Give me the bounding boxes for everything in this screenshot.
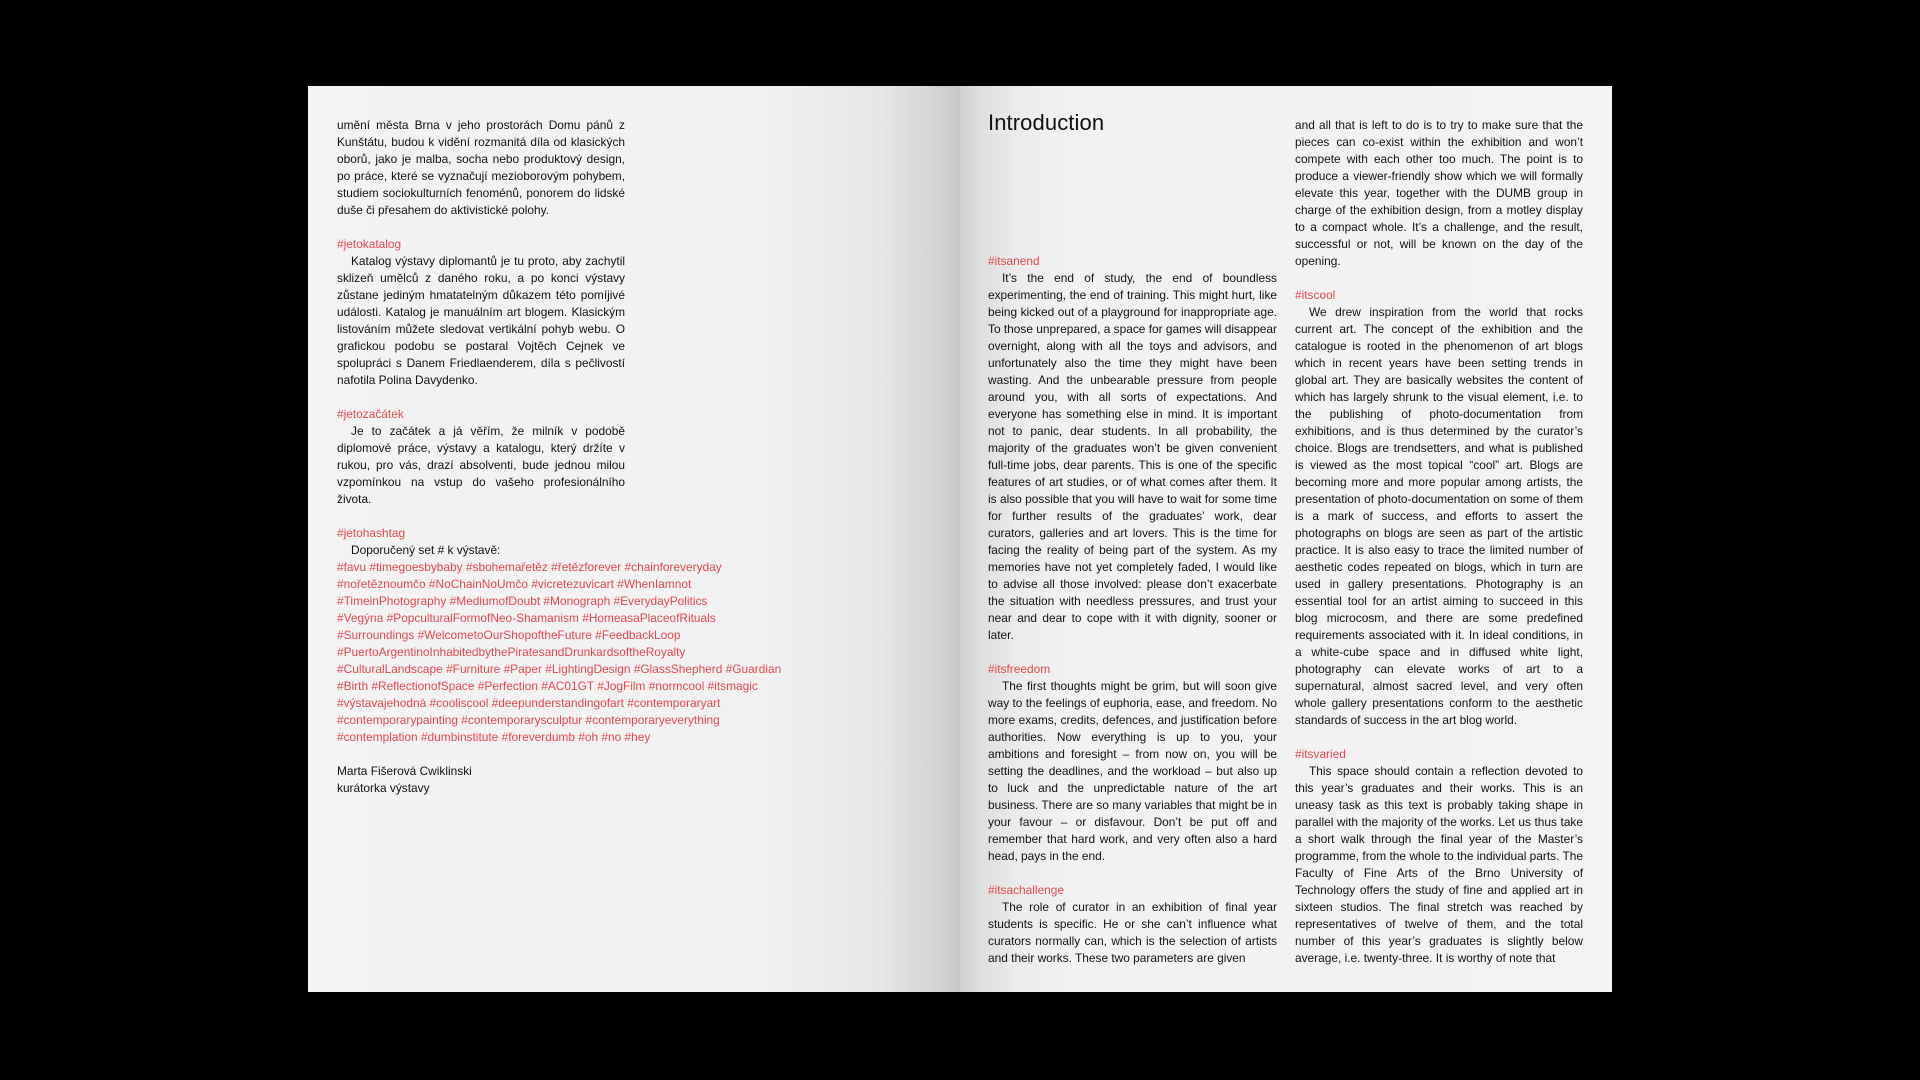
hashtag-line: #favu #timegoesbybaby #sbohemařetěz #řetězforever #chainforeveryday bbox=[337, 560, 722, 574]
right-column-2 bbox=[1295, 117, 1583, 967]
section-tag: #itsanend bbox=[988, 254, 1040, 268]
hashtag-line: #Vegýna #PopculturalFormofNeo-Shamanism #HomeasaPlaceofRituals bbox=[337, 611, 716, 625]
signature-name: Marta Fišerová Cwiklinski bbox=[337, 764, 472, 778]
section-text: The role of curator in an exhibition of final year students is specific. He or she can’t influence what curators normally can, which is the selection of artists and their works. These two parameters are given bbox=[988, 900, 1277, 965]
section-text: Je to začátek a já věřím, že milník v podobě diplomové práce, výstavy a katalogu, který držíte v rukou, pro vás, drazí absolventi, bude jednou milou vzpomínkou na vstup do vašeho profesionálního života. bbox=[337, 424, 625, 506]
left-text-column bbox=[337, 117, 782, 797]
section-tag: #jetokatalog bbox=[337, 237, 402, 251]
section-tag: #itsfreedom bbox=[988, 662, 1051, 676]
section-text: Katalog výstavy diplomantů je tu proto, aby zachytil sklizeň umělců z daného roku, a po konci výstavy zůstane jediným hmatatelným důkazem této pomíjivé události. Katalog je manuálním art blogem. Klasickým listováním můžete sledovat vertikální pohyb webu. O grafickou podobu se postaral Vojtěch Cejnek ve spolupráci s Danem Friedlaenderem, díla s pečlivostí nafotila Polina Davydenko. bbox=[337, 254, 625, 387]
hashtag-line: #contemporarypainting #contemporarysculptur #contemporaryeverything bbox=[337, 713, 720, 727]
right-page bbox=[960, 86, 1612, 992]
intro-paragraph: umění města Brna v jeho prostorách Domu pánů z Kunštátu, budou k vidění rozmanitá díla od klasických oborů, jako je malba, socha nebo produktový design, po práce, které se vyznačují mezioborovým pohybem, studiem sociokulturních fenoménů, ponorem do lidské duše či přesahem do aktivistické polohy. bbox=[337, 118, 625, 217]
hashtag-line: #TimeinPhotography #MediumofDoubt #Monograph #EverydayPolitics bbox=[337, 594, 708, 608]
section-text: We drew inspiration from the world that rocks current art. The concept of the exhibition and the catalogue is rooted in the phenomenon of art blogs which in recent years have been setting trends in global art. They are basically websites the content of which has largely shrunk to the visual element, i.e. to the publishing of photo-documentation from exhibitions, and is thus determined by the curator’s choice. Blogs are trendsetters, and what is published is viewed as the most topical “cool” art. Blogs are becoming more and more popular among artists, the presentation of photo-documentation on some of them is a mark of success, and efforts to assert the photographs on blogs are seen as part of the artistic practice. It is also easy to trace the limited number of aesthetic codes repeated on blogs, which in turn are used in gallery presentations. Photography is an essential tool for an artist aiming to succeed in this blog microcosm, and there are some predefined requirements associated with it. In ideal conditions, in a white-cube space and in diffused white light, photography can elevate works of art to a supernatural, almost sacred level, and very often whole gallery presentations conform to the aesthetic standards of success in the art blog world. bbox=[1295, 305, 1583, 727]
hashtag-line: #PuertoArgentinoInhabitedbythePiratesandDrunkardsoftheRoyalty bbox=[337, 645, 686, 659]
section-text: The first thoughts might be grim, but will soon give way to the feelings of euphoria, ease, and freedom. No more exams, credits, defences, and justification before authorities. Now everything is up to you, your ambitions and foresight – from now on, you will be setting the deadlines, and the workload – but also up to luck and the unpredictable nature of the art business. There are so many variables that might be in your favour – or disfavour. Don’t be put off and remember that hard work, and very often also a hard head, pays in the end. bbox=[988, 679, 1277, 863]
hashtag-line: #CulturalLandscape #Furniture #Paper #LightingDesign #GlassShepherd #Guardian bbox=[337, 662, 782, 676]
page-title: Introduction bbox=[988, 110, 1105, 135]
left-page bbox=[308, 86, 960, 992]
catalogue-spread bbox=[308, 86, 1612, 992]
signature-role: kurátorka výstavy bbox=[337, 781, 430, 795]
section-tag: #itscool bbox=[1295, 288, 1336, 302]
hashtag-line: #Surroundings #WelcometoOurShopoftheFuture #FeedbackLoop bbox=[337, 628, 681, 642]
section-text: It’s the end of study, the end of boundless experimenting, the end of training. This might hurt, like being kicked out of a playground for inappropriate age. To those unprepared, a space for games will disappear overnight, along with all the toys and advisors, and unfortunately also the time they might have been wasting. And the unbearable pressure from people around you, with all sorts of expectations. And everyone has something else in mind. It is important not to panic, dear students. In all probability, the majority of the graduates won’t be given convenient full-time jobs, dear parents. This is one of the specific features of art studies, or of what comes after them. It is also possible that you will have to wait for some time for further results of the graduates’ work, dear curators, galleries and art lovers. This is the time for facing the reality of being part of the system. As my memories have not yet completely faded, I would like to advise all those involved: please don’t exacerbate the situation with needless pressures, and trust your near and dear to cope with it with dignity, sooner or later. bbox=[988, 271, 1277, 642]
section-text: This space should contain a reflection devoted to this year’s graduates and their works. This is an uneasy task as this text is probably taking shape in parallel with the majority of the works. Let us thus take a short walk through the final year of the Master’s programme, from the whole to the individual parts. The Faculty of Fine Arts of the Brno University of Technology offers the study of fine and applied art in sixteen studios. The final stretch was reached by representatives of twelve of them, and the total number of this year’s graduates is slightly below average, i.e. twenty-three. It is worthy of note that bbox=[1295, 764, 1583, 965]
continuation-text: and all that is left to do is to try to make sure that the pieces can co-exist within the exhibition and won’t compete with each other too much. The point is to produce a viewer-friendly show which we will formally elevate this year, together with the DUMB group in charge of the exhibition design, from a motley display to a compact whole. It’s a challenge, and the result, successful or not, will be known on the day of the opening. bbox=[1295, 118, 1583, 268]
hashtag-line: #výstavajehodná #cooliscool #deepunderstandingofart #contemporaryart bbox=[337, 696, 721, 710]
hashtag-section-tag: #jetohashtag bbox=[337, 526, 406, 540]
hashtag-line: #nořetěznoumčo #NoChainNoUmčo #vicretezuvicart #WhenIamnot bbox=[337, 577, 692, 591]
section-tag: #jetozačátek bbox=[337, 407, 404, 421]
hashtag-line: #Birth #ReflectionofSpace #Perfection #AC01GT #JogFilm #normcool #itsmagic bbox=[337, 679, 758, 693]
hashtag-list bbox=[337, 559, 782, 746]
hashtag-lead: Doporučený set # k výstavě: bbox=[351, 543, 501, 557]
section-tag: #itsachallenge bbox=[988, 883, 1065, 897]
hashtag-line: #contemplation #dumbinstitute #foreverdumb #oh #no #hey bbox=[337, 730, 651, 744]
section-tag: #itsvaried bbox=[1295, 747, 1346, 761]
right-column-1 bbox=[988, 253, 1277, 967]
